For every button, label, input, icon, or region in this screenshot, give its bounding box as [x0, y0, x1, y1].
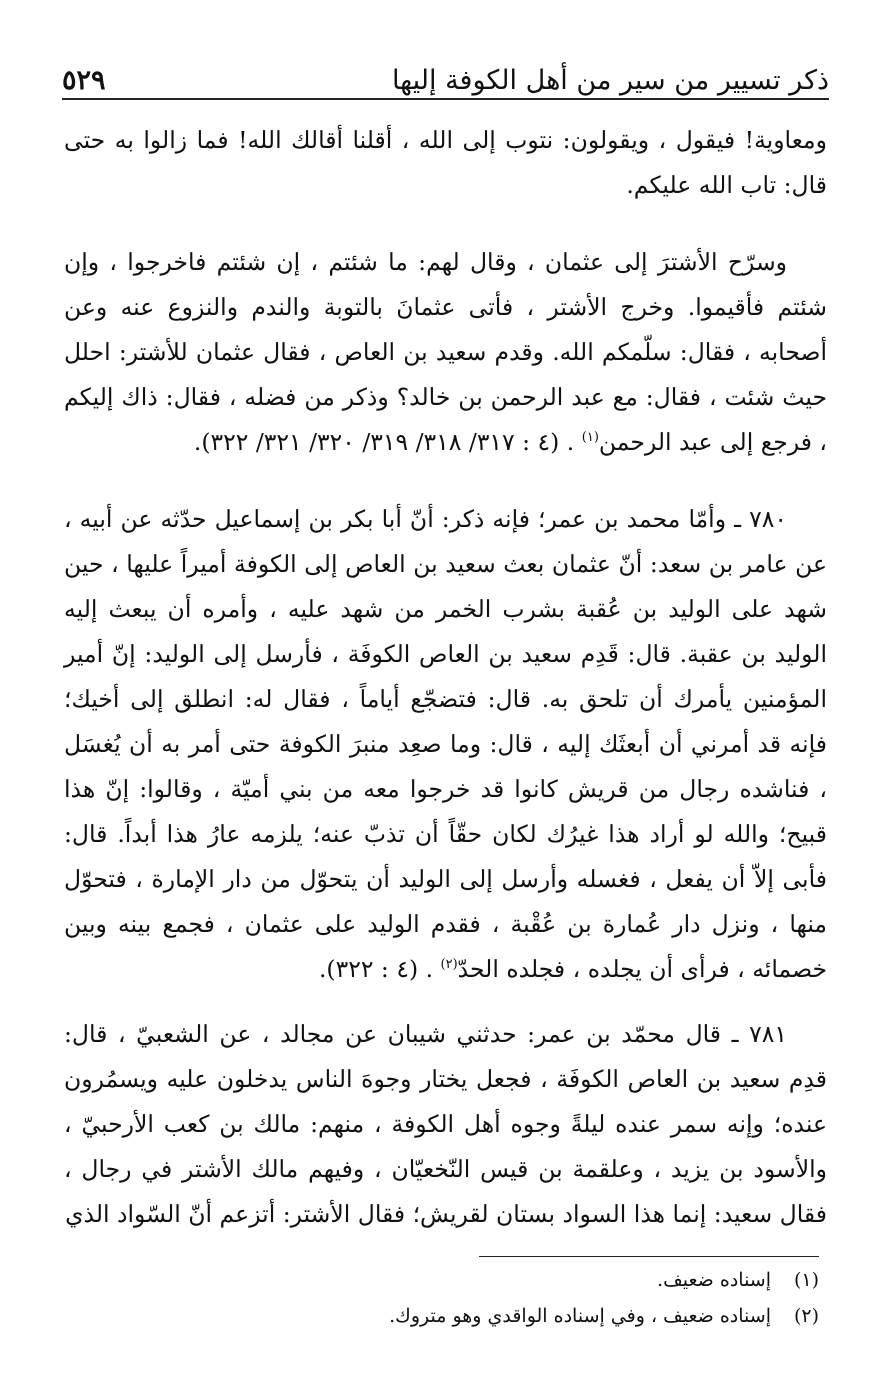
running-title: ذكر تسيير من سير من أهل الكوفة إليها: [391, 65, 829, 96]
footnote-text: إسناده ضعيف ، وفي إسناده الواقدي وهو متروك.: [389, 1305, 771, 1327]
footnote-2: [64, 1298, 819, 1334]
footnotes: [64, 1262, 819, 1334]
page-number: ٥٢٩: [62, 65, 106, 96]
paragraph-1-text: ومعاوية! فيقول ، ويقولون: نتوب إلى الله ، أقلنا أقالك الله! فما زالوا به حتى قال: تاب الله عليكم.: [64, 126, 827, 199]
paragraph-781: [64, 1012, 827, 1237]
paragraph-2: [64, 240, 827, 465]
body-text: [64, 118, 827, 1237]
paragraph-2-text: وسرّح الأشترَ إلى عثمان ، وقال لهم: ما شئتم ، إن شئتم فاخرجوا ، وإن شئتم فأقيموا. وخرج الأشتر ، فأتى عثمانَ بالتوبة والندم والنزوع عنه وعن أصحابه ، فقال: سلّمكم الله. وقدم سعيد بن العاص ، فقال عثمان للأشتر: احلل حيث شئت ، فقال: مع عبد الرحمن بن خالد؟ وذكر من فضله ، فقال: ذاك إليكم ، فرجع إلى عبد الرحمن: [64, 248, 827, 456]
footnote-divider: [479, 1256, 819, 1257]
paragraph-1: [64, 118, 827, 208]
paragraph-780: [64, 497, 827, 992]
footnote-ref-1: (١): [581, 430, 599, 446]
footnote-ref-2: (٢): [440, 957, 458, 973]
footnote-text: إسناده ضعيف.: [657, 1269, 771, 1291]
paragraph-780-text: ٧٨٠ ـ وأمّا محمد بن عمر؛ فإنه ذكر: أنّ أبا بكر بن إسماعيل حدّثه عن أبيه ، عن عامر بن سعد: أنّ عثمان بعث سعيد بن العاص إلى الكوفة أميراً عليها ، حين شهد على الوليد بن عُقبة بشرب الخمر من شهد عليه ، وأمره أن يبعث إليه الوليد بن عقبة. قال: قَدِم سعيد بن العاص الكوفَة ، فأرسل إلى الوليد: إنّ أمير المؤمنين يأمرك أن تلحق به. قال: فتضجّع أياماً ، فقال له: انطلق إلى أخيك؛ فإنه قد أمرني أن أبعثَك إليه ، قال: وما صعِد منبرَ الكوفة حتى أمر به أن يُغسَل ، فناشده رجال من قريش كانوا قد خرجوا معه من بني أميّة ، وقالوا: إنّ هذا قبيح؛ والله لو أراد هذا غيرُك لكان حقّاً أن تذبّ عنه؛ يلزمه عارُ هذا أبداً. قال: فأبى إلاّ أن يفعل ، فغسله وأرسل إلى الوليد أن يتحوّل من دار الإمارة ، فتحوّل منها ، ونزل دار عُمارة بن عُقْبة ، فقدم الوليد على عثمان ، فجمع بينه وبين خصمائه ، فرأى أن يجلده ، فجلده الحدّ: [64, 505, 827, 983]
footnote-number: (١): [793, 1269, 819, 1291]
running-head: [62, 58, 829, 100]
citation-2: . (٤ : ٣٢٢).: [318, 955, 434, 983]
footnote-number: (٢): [793, 1305, 819, 1327]
citation-1: . (٤ : ٣١٧/ ٣١٨/ ٣١٩/ ٣٢٠/ ٣٢١/ ٣٢٢).: [193, 428, 575, 456]
footnote-1: [64, 1262, 819, 1298]
paragraph-781-text: ٧٨١ ـ قال محمّد بن عمر: حدثني شيبان عن مجالد ، عن الشعبيّ ، قال: قدِم سعيد بن العاص الكوفَة ، فجعل يختار وجوهَ الناس يدخلون عليه ويسمُرون عنده؛ وإنه سمر عنده ليلةً وجوه أهل الكوفة ، منهم: مالك بن كعب الأرحبيّ ، والأسود بن يزيد ، وعلقمة بن قيس النّخعيّان ، وفيهم مالك الأشتر في رجال ، فقال سعيد: إنما هذا السواد بستان لقريش؛ فقال الأشتر: أتزعم أنّ السّواد الذي: [64, 1020, 827, 1228]
